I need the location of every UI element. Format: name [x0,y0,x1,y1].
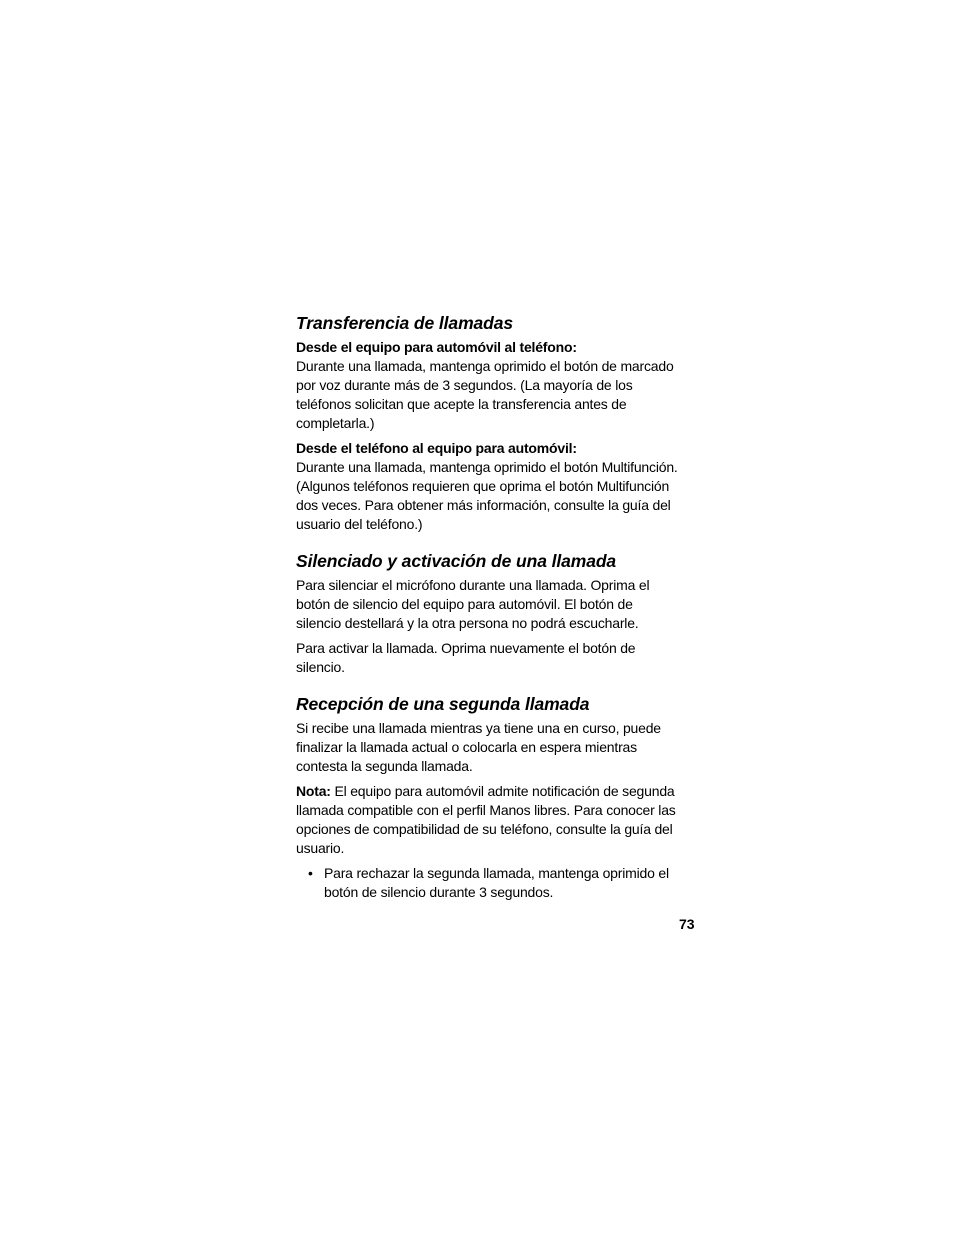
bullet-list [296,864,680,902]
page-content [296,312,680,902]
paragraph-text: Durante una llamada, mantenga oprimido el botón de marcado por voz durante más de 3 segundos. (La mayoría de los teléfonos solicitan que acepte la transferencia antes de completarla.) [296,358,674,431]
section-mute-call [296,550,680,677]
transfer-phone-to-car [296,439,680,534]
note-text: El equipo para automóvil admite notificación de segunda llamada compatible con el perfil Manos libres. Para conocer las opciones de compatibilidad de su teléfono, consulte la guía del usuario. [296,783,676,856]
transfer-car-to-phone [296,338,680,433]
second-call-paragraph: Si recibe una llamada mientras ya tiene una en curso, puede finalizar la llamada actual o colocarla en espera mientras contesta la segunda llamada. [296,720,661,774]
paragraph-text: Durante una llamada, mantenga oprimido el botón Multifunción. (Algunos teléfonos requieren que oprima el botón Multifunción dos veces. Para obtener más información, consulte la guía del usuario del teléfono.) [296,459,678,532]
mute-paragraph: Para silenciar el micrófono durante una llamada. Oprima el botón de silencio del equipo para automóvil. El botón de silencio destellará y la otra persona no podrá escucharle. [296,577,650,631]
section-call-transfer [296,312,680,534]
note-paragraph [296,782,680,858]
section-heading: Recepción de una segunda llamada [296,694,590,714]
list-item-text: Para rechazar la segunda llamada, mantenga oprimido el botón de silencio durante 3 segundos. [324,865,669,900]
bullet-icon: • [308,865,313,881]
unmute-paragraph: Para activar la llamada. Oprima nuevamente el botón de silencio. [296,640,636,675]
section-second-call [296,693,680,902]
section-heading: Silenciado y activación de una llamada [296,551,617,571]
section-heading: Transferencia de llamadas [296,313,514,333]
note-label: Nota: [296,783,331,799]
paragraph-lead: Desde el teléfono al equipo para automóvil: [296,440,577,456]
page-number: 73 [679,916,695,932]
paragraph-lead: Desde el equipo para automóvil al teléfono: [296,339,577,355]
list-item [296,864,680,902]
